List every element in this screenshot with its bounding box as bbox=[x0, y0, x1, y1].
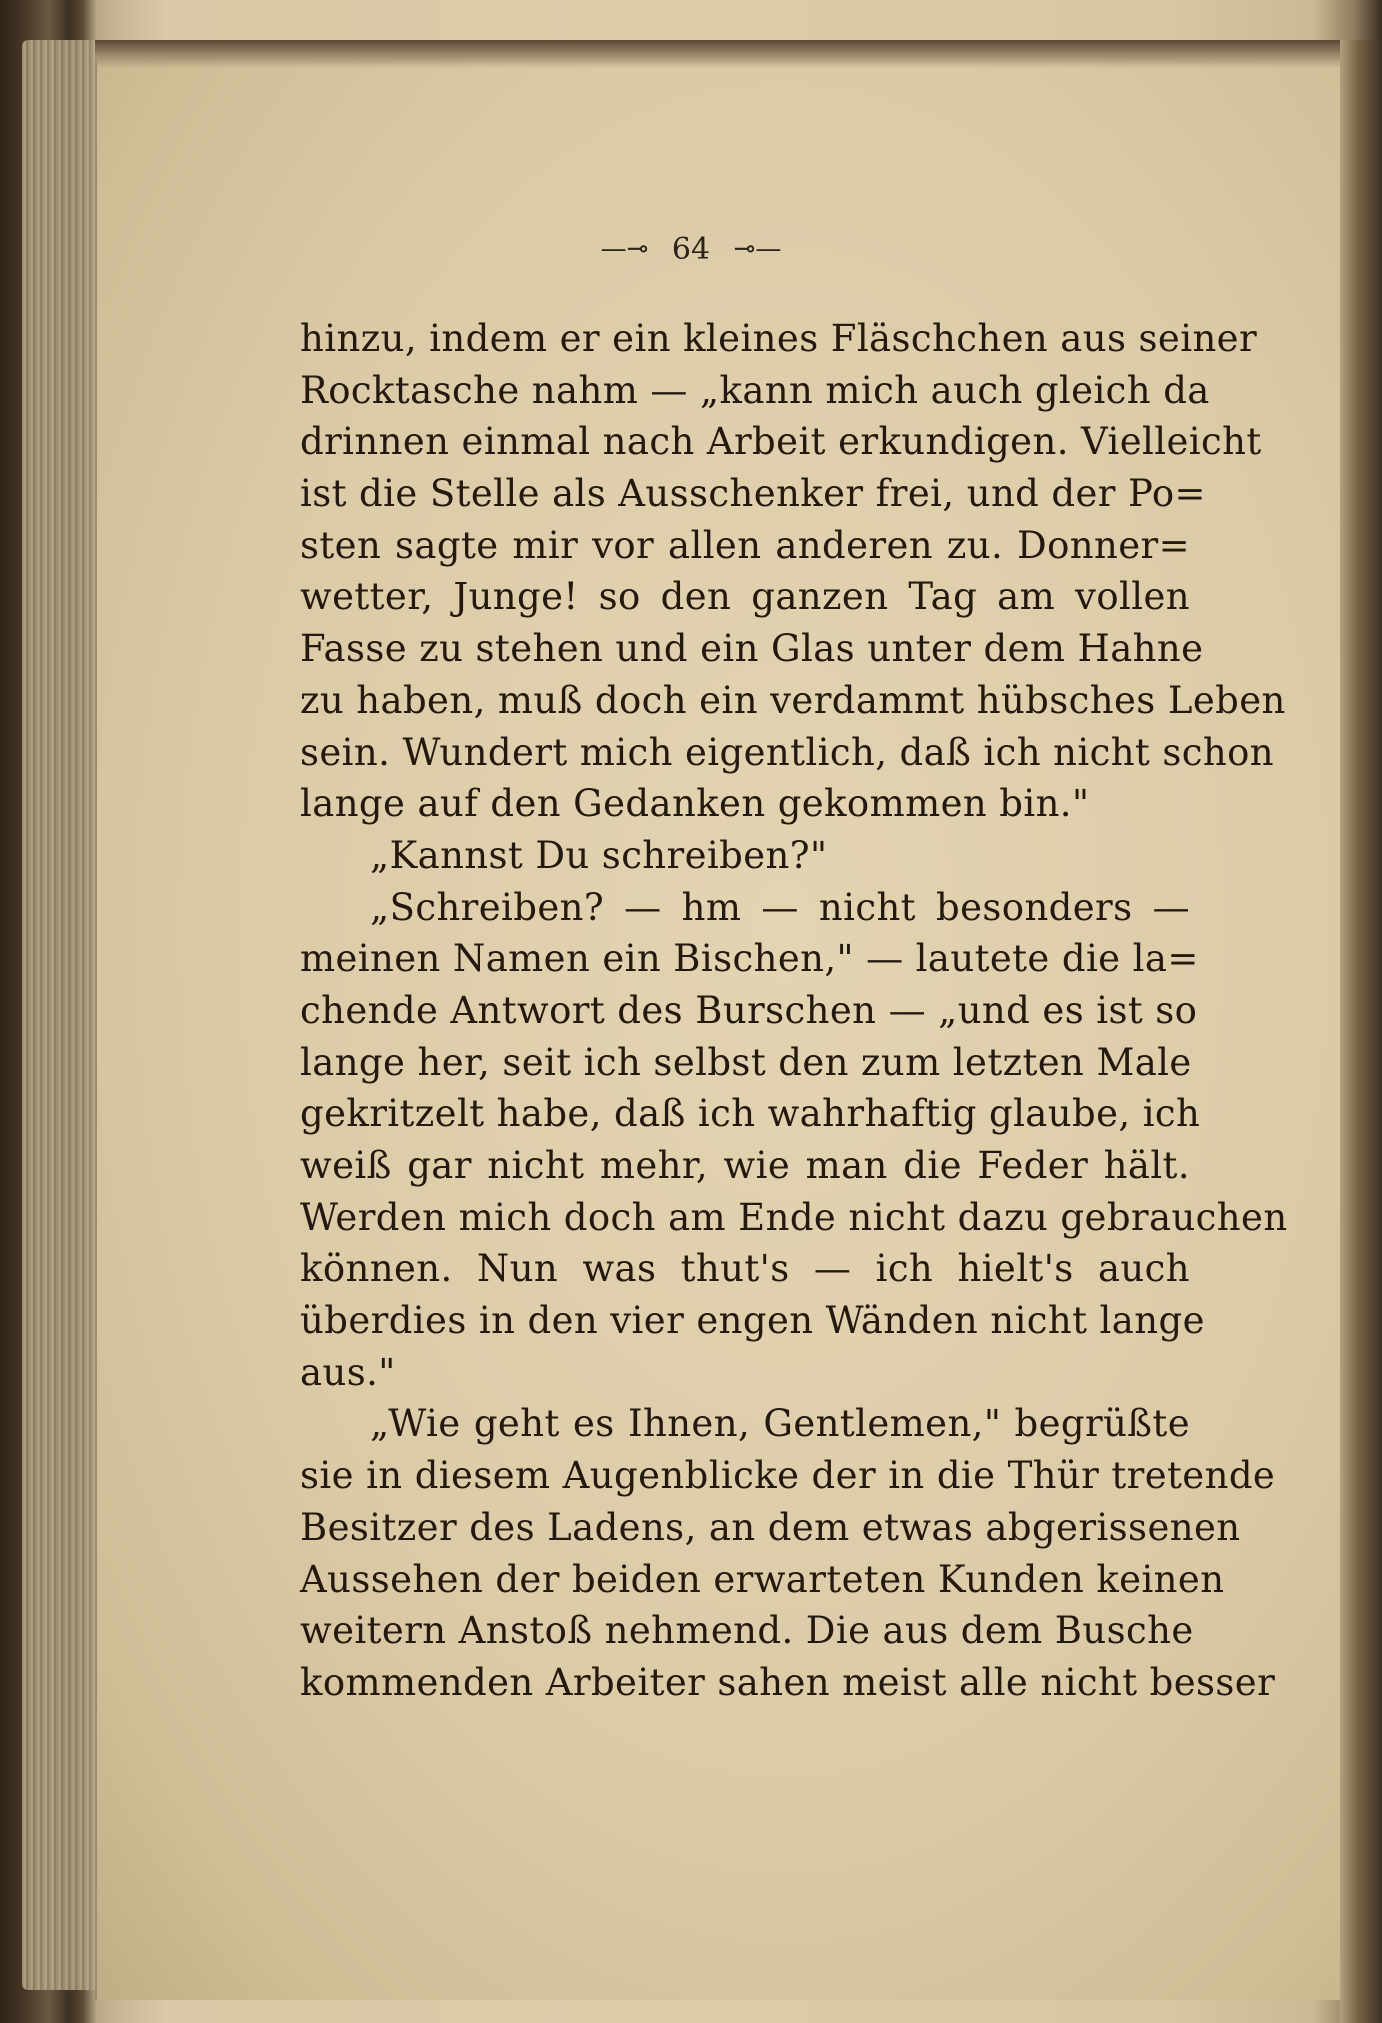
text-line: „Schreiben? — hm — nicht besonders — bbox=[370, 885, 1190, 929]
text-line: meinen Namen ein Bischen," — lautete die la= bbox=[300, 937, 1199, 981]
text-line: zu haben, muß doch ein verdammt hübsches Leben bbox=[300, 678, 1286, 722]
ornament-right-icon: ⊸— bbox=[733, 234, 782, 264]
text-line: überdies in den vier engen Wänden nicht lange bbox=[300, 1299, 1205, 1343]
text-line: lange auf den Gedanken gekommen bin." bbox=[300, 782, 1090, 826]
text-line: sie in diesem Augenblicke der in die Thür tretende bbox=[300, 1454, 1276, 1498]
text-line: sten sagte mir vor allen anderen zu. Donner= bbox=[300, 523, 1190, 567]
text-line: können. Nun was thut's — ich hielt's auch bbox=[300, 1247, 1190, 1291]
text-line: gekritzelt habe, daß ich wahrhaftig glaube, ich bbox=[300, 1092, 1201, 1136]
text-line: Besitzer des Ladens, an dem etwas abgerissenen bbox=[300, 1505, 1241, 1549]
text-line: hinzu, indem er ein kleines Fläschchen aus seiner bbox=[300, 317, 1258, 360]
text-line: „Wie geht es Ihnen, Gentlemen," begrüßte bbox=[370, 1402, 1190, 1446]
ornament-left-icon: —⊸ bbox=[600, 234, 649, 264]
book-spine-edge bbox=[1340, 40, 1382, 2023]
text-line: kommenden Arbeiter sahen meist alle nicht besser bbox=[300, 1660, 1276, 1704]
text-line: weiß gar nicht mehr, wie man die Feder hält. bbox=[300, 1144, 1190, 1187]
page-top-shadow bbox=[95, 40, 1345, 68]
text-line: „Kannst Du schreiben?" bbox=[370, 833, 828, 877]
text-line: chende Antwort des Burschen — „und es ist so bbox=[300, 988, 1198, 1032]
text-line: ist die Stelle als Ausschenker frei, und der Po= bbox=[300, 472, 1206, 516]
text-line: weitern Anstoß nehmend. Die aus dem Busche bbox=[300, 1609, 1194, 1653]
page-header bbox=[0, 232, 1382, 267]
text-line: Werden mich doch am Ende nicht dazu gebrauchen bbox=[300, 1195, 1288, 1239]
text-line: Aussehen der beiden erwarteten Kunden keinen bbox=[300, 1557, 1225, 1601]
text-line: aus." bbox=[300, 1350, 396, 1394]
text-line: wetter, Junge! so den ganzen Tag am vollen bbox=[300, 575, 1190, 619]
text-line: sein. Wundert mich eigentlich, daß ich nicht schon bbox=[300, 730, 1274, 774]
text-line: Fasse zu stehen und ein Glas unter dem Hahne bbox=[300, 627, 1204, 671]
body-text bbox=[300, 313, 1288, 1709]
page-edges bbox=[22, 40, 102, 1990]
page-number: 64 bbox=[671, 232, 711, 267]
text-line: drinnen einmal nach Arbeit erkundigen. Vielleicht bbox=[300, 420, 1262, 464]
text-line: Rocktasche nahm — „kann mich auch gleich da bbox=[300, 368, 1210, 412]
text-line: lange her, seit ich selbst den zum letzten Male bbox=[300, 1040, 1192, 1084]
